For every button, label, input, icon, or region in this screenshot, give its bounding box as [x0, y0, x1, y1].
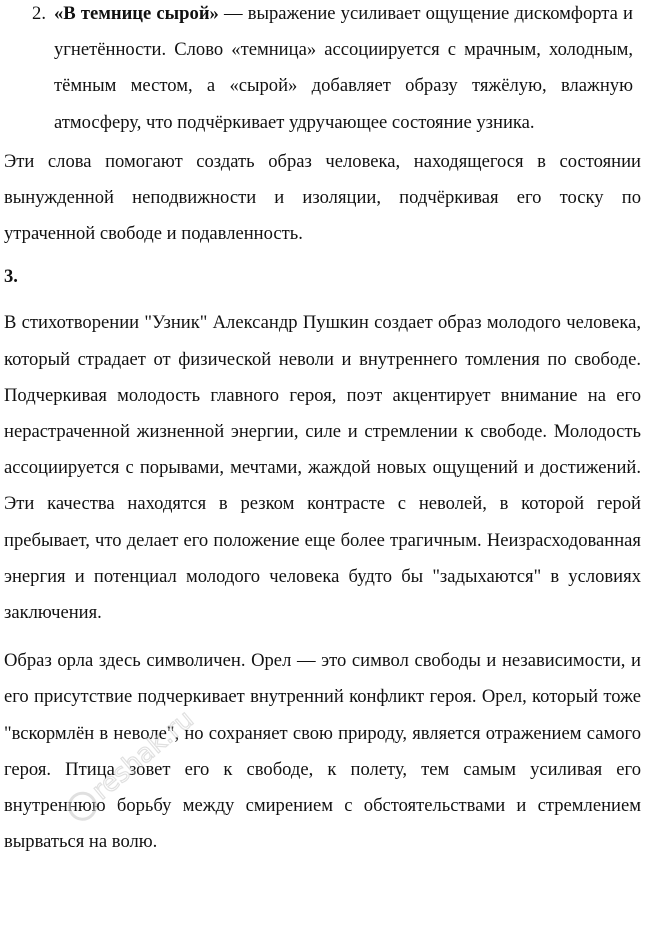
section-heading: 3. [4, 266, 18, 288]
list-item-2 [4, 0, 641, 141]
watermark-text: reshak.ru [86, 704, 200, 807]
document-page [4, 0, 641, 860]
paragraph-eagle: Образ орла здесь символичен. Орел — это символ свободы и независимости, и его присутствие подчеркивает внутренний конфликт героя. Орел, который тоже "вскормлён в неволе", но сохраняет свою природу, является отражением самого героя. Птица зовет его к свободе, к полету, тем самым усиливая его внутреннюю борьбу между смирением с обстоятельствами и стремлением вырваться на волю. [4, 650, 641, 853]
paragraph-youth: В стихотворении "Узник" Александр Пушкин создает образ молодого человека, который страдает от физической неволи и внутреннего томления по свободе. Подчеркивая молодость главного героя, поэт акцентирует внимание на его нерастраченной жизненной энергии, силе и стремлении к свободе. Молодость ассоциируется с порывами, мечтами, жаждой новых ощущений и достижений. Эти качества находятся в резком контрасте с неволей, в которой герой пребывает, что делает его положение еще более трагичным. Неизрасходованная энергия и потенциал молодого человека будто бы "задыхаются" в условиях заключения. [4, 312, 641, 624]
list-item-text [54, 0, 633, 141]
list-item-number: 2. [32, 3, 46, 24]
list-item-term: «В темнице сырой» [54, 3, 219, 24]
list-item-body: — выражение усиливает ощущение дискомфорта и угнетённости. Слово «темница» ассоциируется с мрачным, холодным, тёмным местом, а «сырой» добавляет образу тяжёлую, влажную атмосферу, что подчёркивает удручающее состояние узника. [54, 3, 633, 133]
paragraph-summary: Эти слова помогают создать образ человека, находящегося в состоянии вынужденной неподвижности и изоляции, подчёркивая его тоску по утраченной свободе и подавленность. [4, 150, 641, 245]
